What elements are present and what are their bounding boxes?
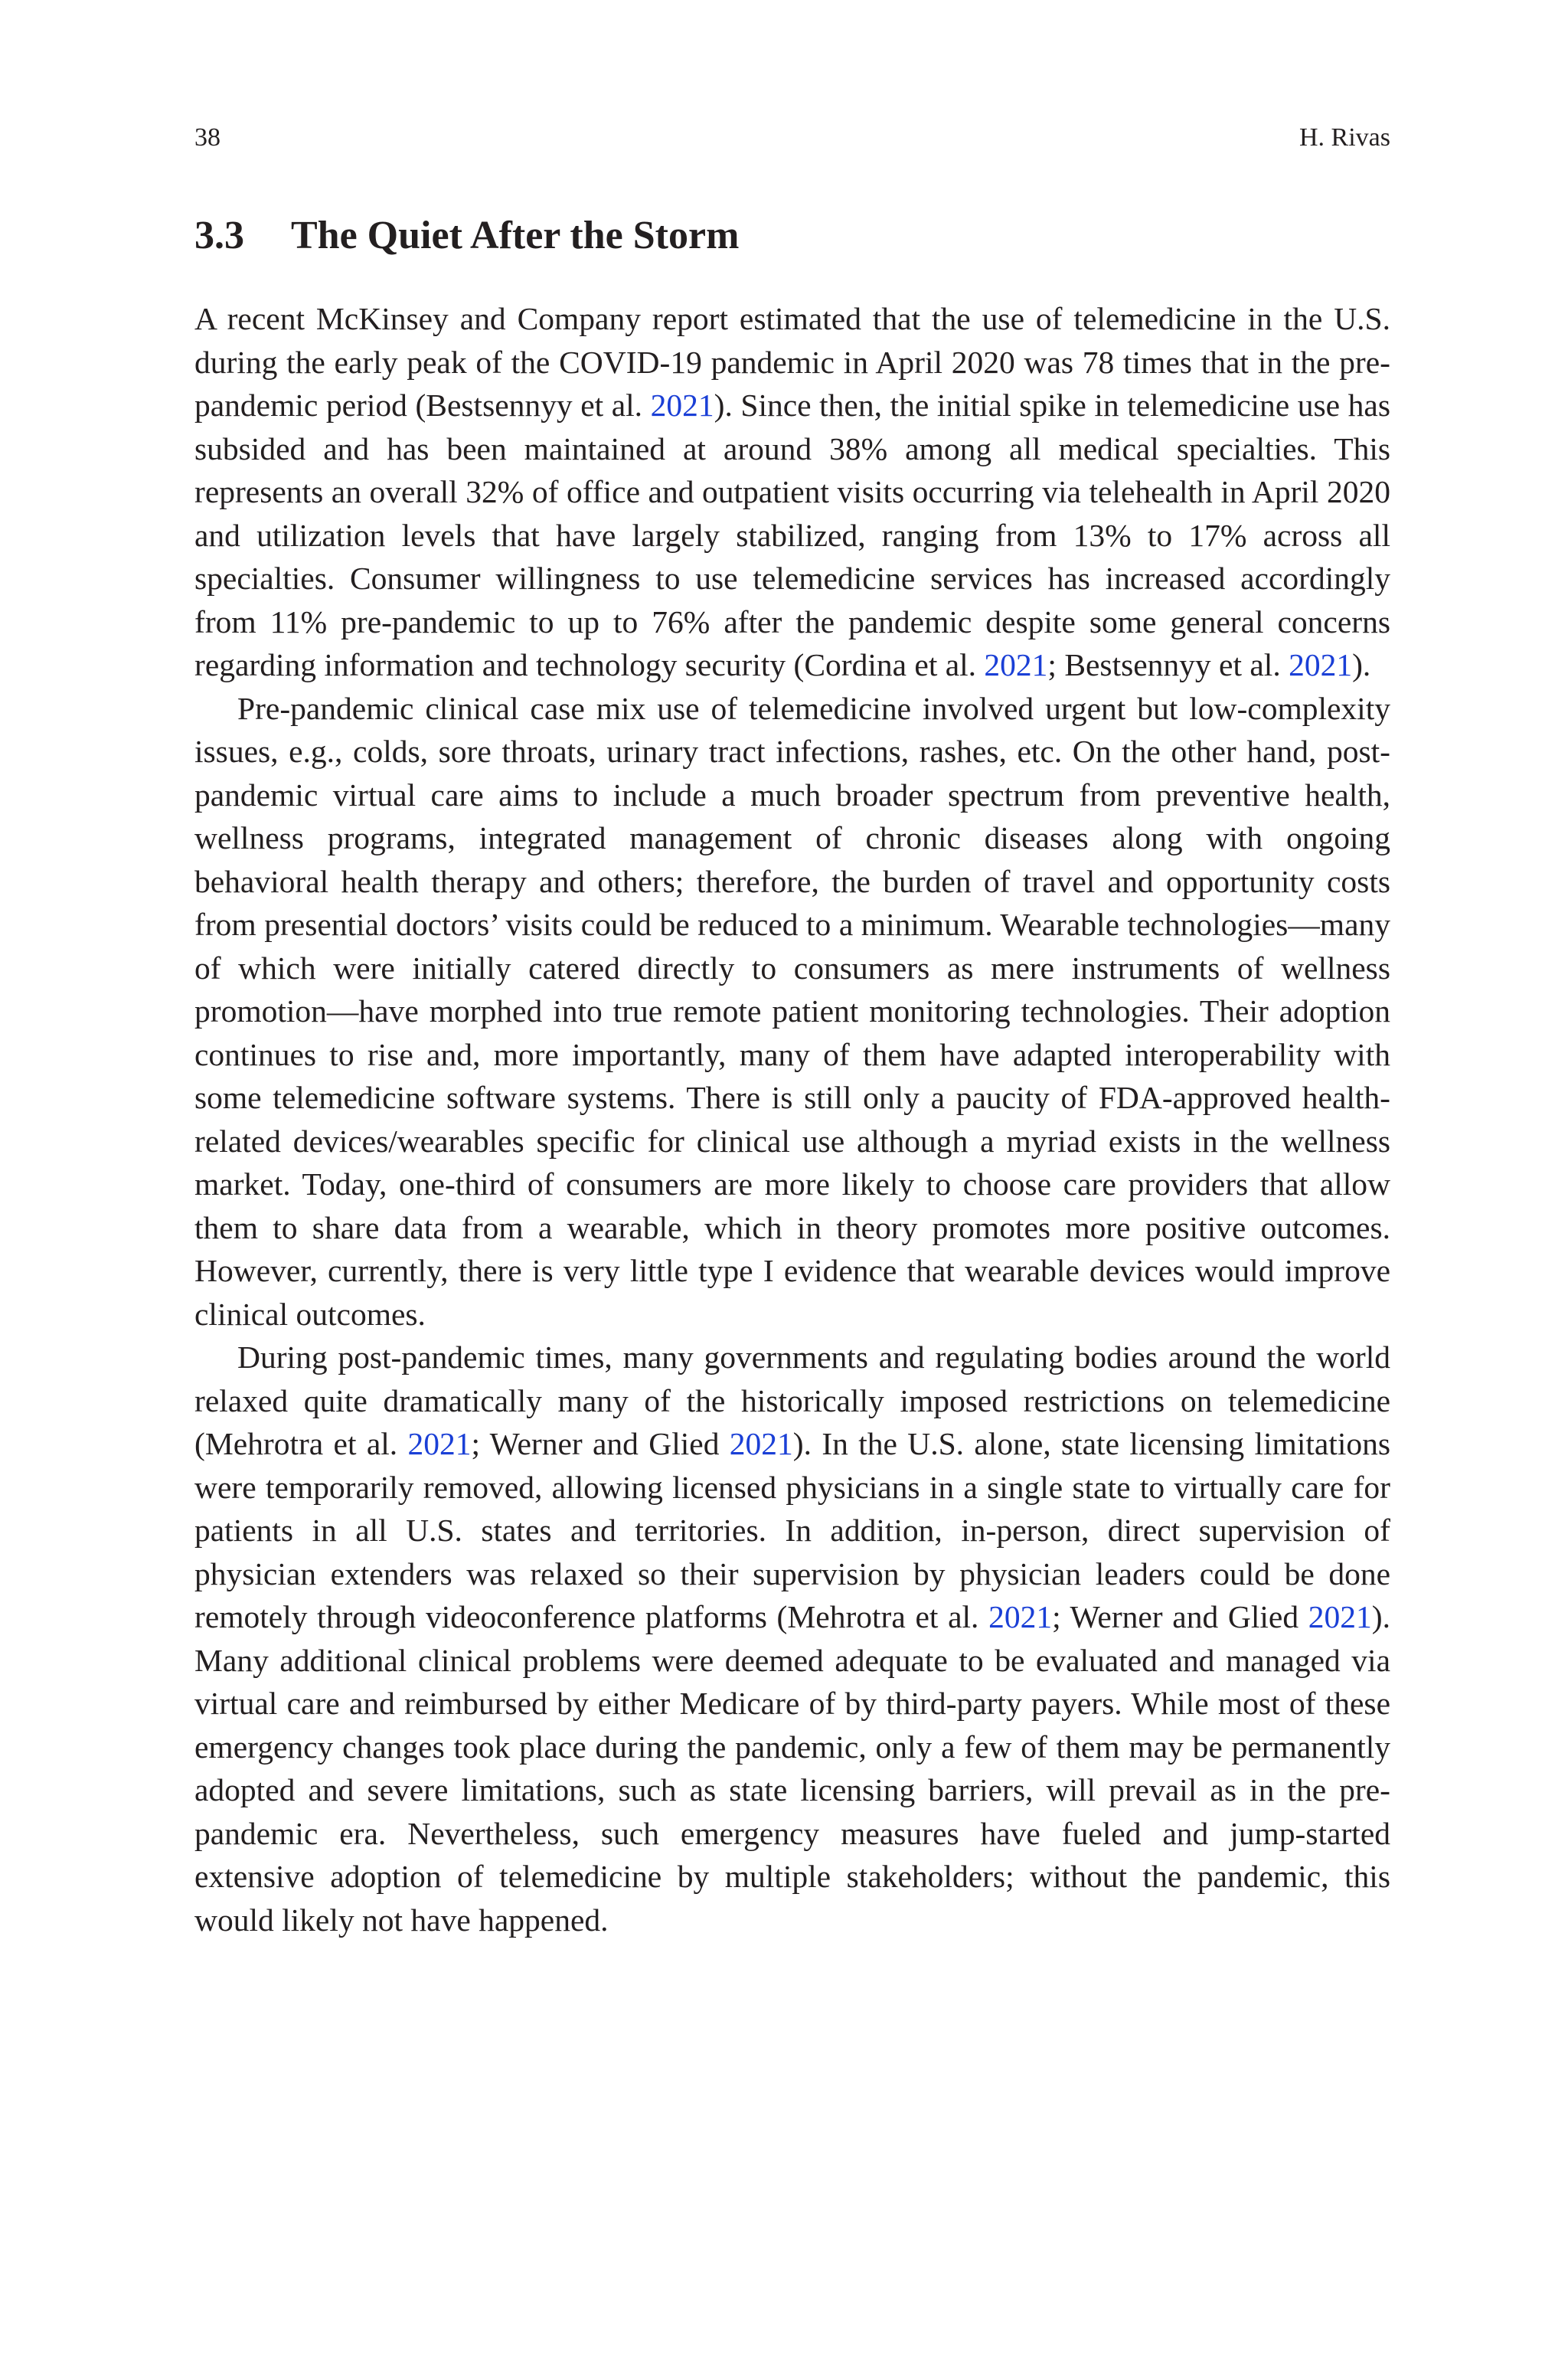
section-heading — [194, 211, 1390, 260]
paragraph-text: Pre-pandemic clinical case mix use of telemedicine involved urgent but low-complexity issues, e.g., colds, sore throats, urinary tract infections, rashes, etc. On the other hand, post-pandemic virtual care aims to include a much broader spectrum from preventive health, wellness programs, integrated management of chronic diseases along with ongoing behavioral health therapy and others; therefore, the burden of travel and opportunity costs from presential doctors’ visits could be reduced to a minimum. Wearable technologies—many of which were initially catered directly to consumers as mere instruments of wellness promotion—have morphed into true remote patient monitoring technologies. Their adoption continues to rise and, more importantly, many of them have adapted interoperability with some telemedicine software systems. There is still only a paucity of FDA-approved health-related devices/wearables specific for clinical use although a myriad exists in the wellness market. Today, one-third of consumers are more likely to choose care providers that allow them to share data from a wearable, which in theory promotes more positive outcomes. However, currently, there is very little type I evidence that wearable devices would improve clinical outcomes. — [194, 690, 1390, 1332]
citation-link[interactable]: 2021 — [984, 647, 1048, 682]
citation-link[interactable]: 2021 — [1289, 647, 1353, 682]
paragraph-text: ; Werner and Glied — [1052, 1599, 1308, 1634]
citation-link[interactable]: 2021 — [650, 388, 714, 423]
citation-link[interactable]: 2021 — [988, 1599, 1053, 1634]
page-number: 38 — [194, 123, 220, 152]
citation-link[interactable]: 2021 — [1308, 1599, 1372, 1634]
paragraph-text: ). In the U.S. alone, state licensing limitations were temporarily removed, allowing licensed physicians in a single state to virtually care for patients in all U.S. states and territories. In addition, in-person, direct supervision of physician extenders was relaxed so their supervision by physician leaders could be done remotely through videoconference platforms (Mehrotra et al. — [194, 1426, 1391, 1634]
paragraph-text: A recent McKinsey and Company report estimated that the use of telemedicine in the U.S. during the early peak of the COVID-19 pandemic in April 2020 was 78 times that in the pre-pandemic period (Bestsennyy et al. — [194, 301, 1390, 423]
book-page — [194, 123, 1390, 1941]
section-title: The Quiet After the Storm — [291, 214, 740, 257]
paragraph-text: ). Many additional clinical problems were deemed adequate to be evaluated and managed via virtual care and reimbursed by either Medicare of by third-party payers. While most of these emergency changes took place during the pandemic, only a few of them may be permanently adopted and severe limitations, such as state licensing barriers, will prevail as in the pre-pandemic era. Nevertheless, such emergency measures have fueled and jump-started extensive adoption of telemedicine by multiple stakeholders; without the pandemic, this would likely not have happened. — [194, 1599, 1390, 1938]
running-head — [194, 123, 1390, 153]
paragraph — [194, 297, 1390, 687]
paragraph — [194, 687, 1390, 1336]
paragraph-text: ). — [1352, 647, 1371, 682]
citation-link[interactable]: 2021 — [729, 1426, 793, 1461]
running-author: H. Rivas — [1299, 123, 1390, 152]
paragraph-text: ; Bestsennyy et al. — [1047, 647, 1289, 682]
body-text — [194, 297, 1390, 1941]
paragraph-text: ). Since then, the initial spike in telemedicine use has subsided and has been maintained at around 38% among all medical specialties. This represents an overall 32% of office and outpatient visits occurring via telehealth in April 2020 and utilization levels that have largely stabilized, ranging from 13% to 17% across all specialties. Consumer willingness to use telemedicine services has increased accordingly from 11% pre-pandemic to up to 76% after the pandemic despite some general concerns regarding information and technology security (Cordina et al. — [194, 388, 1390, 682]
paragraph-text: During post-pandemic times, many governments and regulating bodies around the world relaxed quite dramatically many of the historically imposed restrictions on telemedicine (Mehrotra et al. — [194, 1339, 1390, 1461]
paragraph-text: ; Werner and Glied — [471, 1426, 730, 1461]
citation-link[interactable]: 2021 — [407, 1426, 472, 1461]
section-number: 3.3 — [194, 214, 244, 257]
paragraph — [194, 1336, 1390, 1941]
